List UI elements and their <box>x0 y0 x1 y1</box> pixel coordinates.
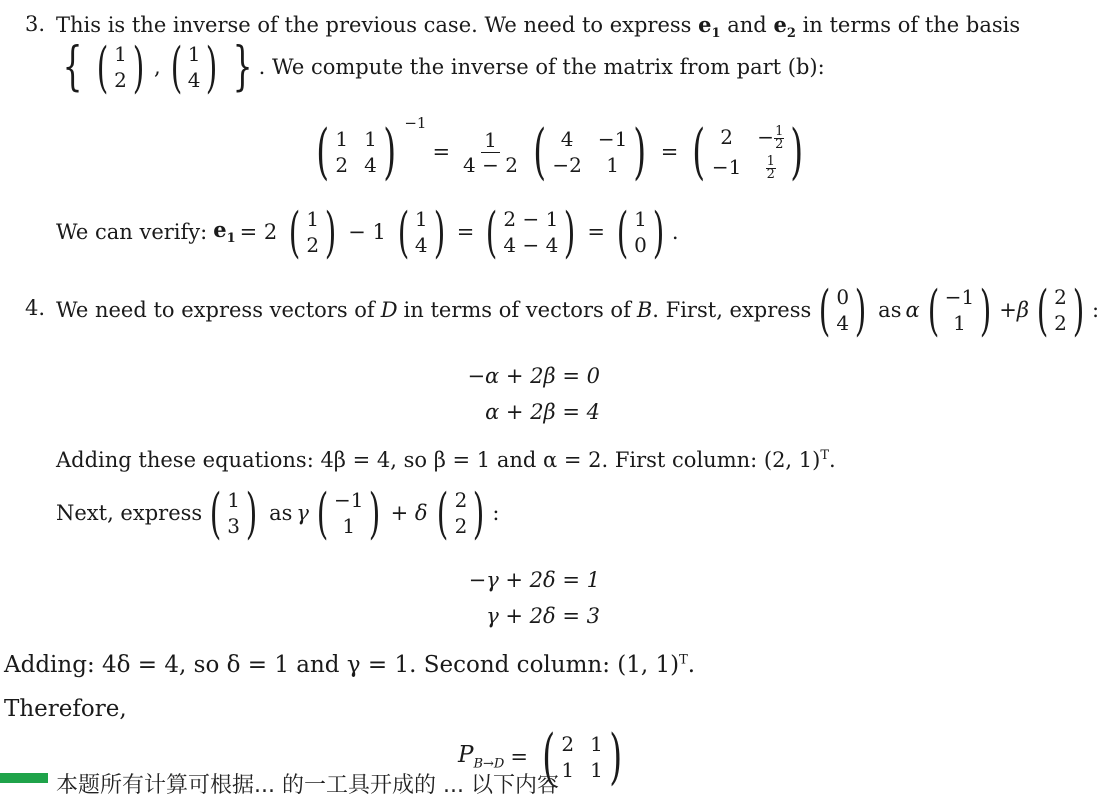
target-vector-1: ( 0 4 ) <box>819 278 867 342</box>
basis-vector-1: ( 1 2 ) <box>96 35 145 99</box>
e1-symbol: $e_1$ <box>698 12 721 42</box>
verify-minus: − 1 <box>348 220 386 244</box>
plus-delta: + δ <box>390 501 428 525</box>
equals-1: = <box>432 140 451 164</box>
adding-line-2 <box>4 652 695 678</box>
item4-text-b: in terms of vectors of <box>403 298 631 322</box>
green-marker <box>0 773 48 783</box>
verify-eq2: = <box>456 220 475 244</box>
verify-eq3: = <box>587 220 605 244</box>
alpha-symbol: α <box>905 298 920 322</box>
verify-vector-4: ( 1 0 ) <box>616 200 665 264</box>
item3-basis-line: { ( 1 2 ) , ( 1 4 ) } . We compute the inverse of the matrix from part (b): <box>62 35 825 99</box>
equation-system-1 <box>440 358 600 430</box>
next-express-line <box>56 483 499 543</box>
right-brace: } <box>232 37 253 97</box>
basis-b-vector-2b: ( 2 2 ) <box>437 481 485 545</box>
therefore-text: Therefore, <box>4 696 127 722</box>
basis-vector-2: ( 1 4 ) <box>170 35 218 99</box>
adding2-text: Adding: 4δ = 4, so δ = 1 and γ = 1. Second column: (1, 1) <box>4 652 680 678</box>
matrix-a: ( 1 1 2 4 ) <box>316 117 397 187</box>
scalar-fraction: $\frac{1}{4 - 2}$ <box>463 127 518 177</box>
verify-eq: = 2 <box>239 220 278 244</box>
inverse-equation <box>308 116 812 188</box>
item3-line2-text: . We compute the inverse of the matrix from part (b): <box>258 55 825 79</box>
basis-b-vector-1: ( −1 1 ) <box>927 278 992 342</box>
verify-vector-2: ( 1 4 ) <box>397 200 445 264</box>
item4-line1 <box>56 280 1099 340</box>
equation-system-2 <box>440 562 600 634</box>
item3-text: This is the inverse of the previous case. We need to express <box>56 13 692 37</box>
cut-off-footer-text: 本题所有计算可根据... 的一工具开成的 ... 以下内容 <box>56 773 559 798</box>
adding2-end: . <box>687 652 696 678</box>
gamma-symbol: γ <box>296 501 309 525</box>
colon: : <box>1091 298 1099 322</box>
basis-b-vector-1b: ( −1 1 ) <box>316 481 381 545</box>
colon-2: : <box>492 501 500 525</box>
system1-eq2: α + 2β = 4 <box>485 400 600 424</box>
adjugate-matrix: ( 4 −1 −2 1 ) <box>533 117 647 187</box>
in-terms-text: in terms of the basis <box>802 13 1021 37</box>
adding-line-1 <box>56 448 836 472</box>
system2-eq2: γ + 2δ = 3 <box>486 604 600 628</box>
P-symbol: $P_{B\to D}$ <box>458 742 505 772</box>
final-equals: = <box>510 745 528 769</box>
equals-2: = <box>660 140 679 164</box>
target-vector-2: ( 1 3 ) <box>209 481 258 545</box>
transpose-sup-1: T <box>820 448 830 463</box>
verify-line <box>56 202 679 262</box>
basis-D-symbol: D <box>380 298 398 322</box>
as-word: as <box>878 298 902 322</box>
verify-vector-3: ( 2 − 1 4 − 4 ) <box>486 200 576 264</box>
basis-b-vector-2: ( 2 2 ) <box>1036 278 1085 342</box>
system2-eq1: −γ + 2δ = 1 <box>468 568 600 592</box>
verify-label: We can verify: <box>56 220 208 244</box>
verify-e1: $e_1$ <box>213 217 236 247</box>
verify-vector-1: ( 1 2 ) <box>289 200 337 264</box>
item4-text-a: We need to express vectors of <box>56 298 375 322</box>
as-word-2: as <box>269 501 293 525</box>
item4-text-c: . First, express <box>652 298 812 322</box>
change-of-basis-matrix: ( 2 1 1 1 ) <box>542 722 623 792</box>
basis-B-symbol: B <box>636 298 653 322</box>
and-word: and <box>727 13 767 37</box>
inverse-matrix-result: ( 2 − $\frac{1}{2}$ −1 $\frac{1}{2}$ ) <box>692 117 804 187</box>
verify-end: . <box>671 220 679 244</box>
item-number-3: 3. <box>25 12 46 36</box>
inverse-exponent: −1 <box>404 114 427 132</box>
beta-symbol: β <box>1016 298 1030 322</box>
e2-symbol: $e_2$ <box>773 12 796 42</box>
plus-sign: + <box>999 298 1017 322</box>
next-express-text: Next, express <box>56 501 203 525</box>
left-brace: { <box>62 37 83 97</box>
adding1-end: . <box>829 448 836 472</box>
system1-eq1: −α + 2β = 0 <box>467 364 600 388</box>
item-number-4: 4. <box>25 296 46 320</box>
transpose-sup-2: T <box>679 652 688 668</box>
adding1-text: Adding these equations: 4β = 4, so β = 1 and α = 2. First column: (2, 1) <box>56 448 821 472</box>
